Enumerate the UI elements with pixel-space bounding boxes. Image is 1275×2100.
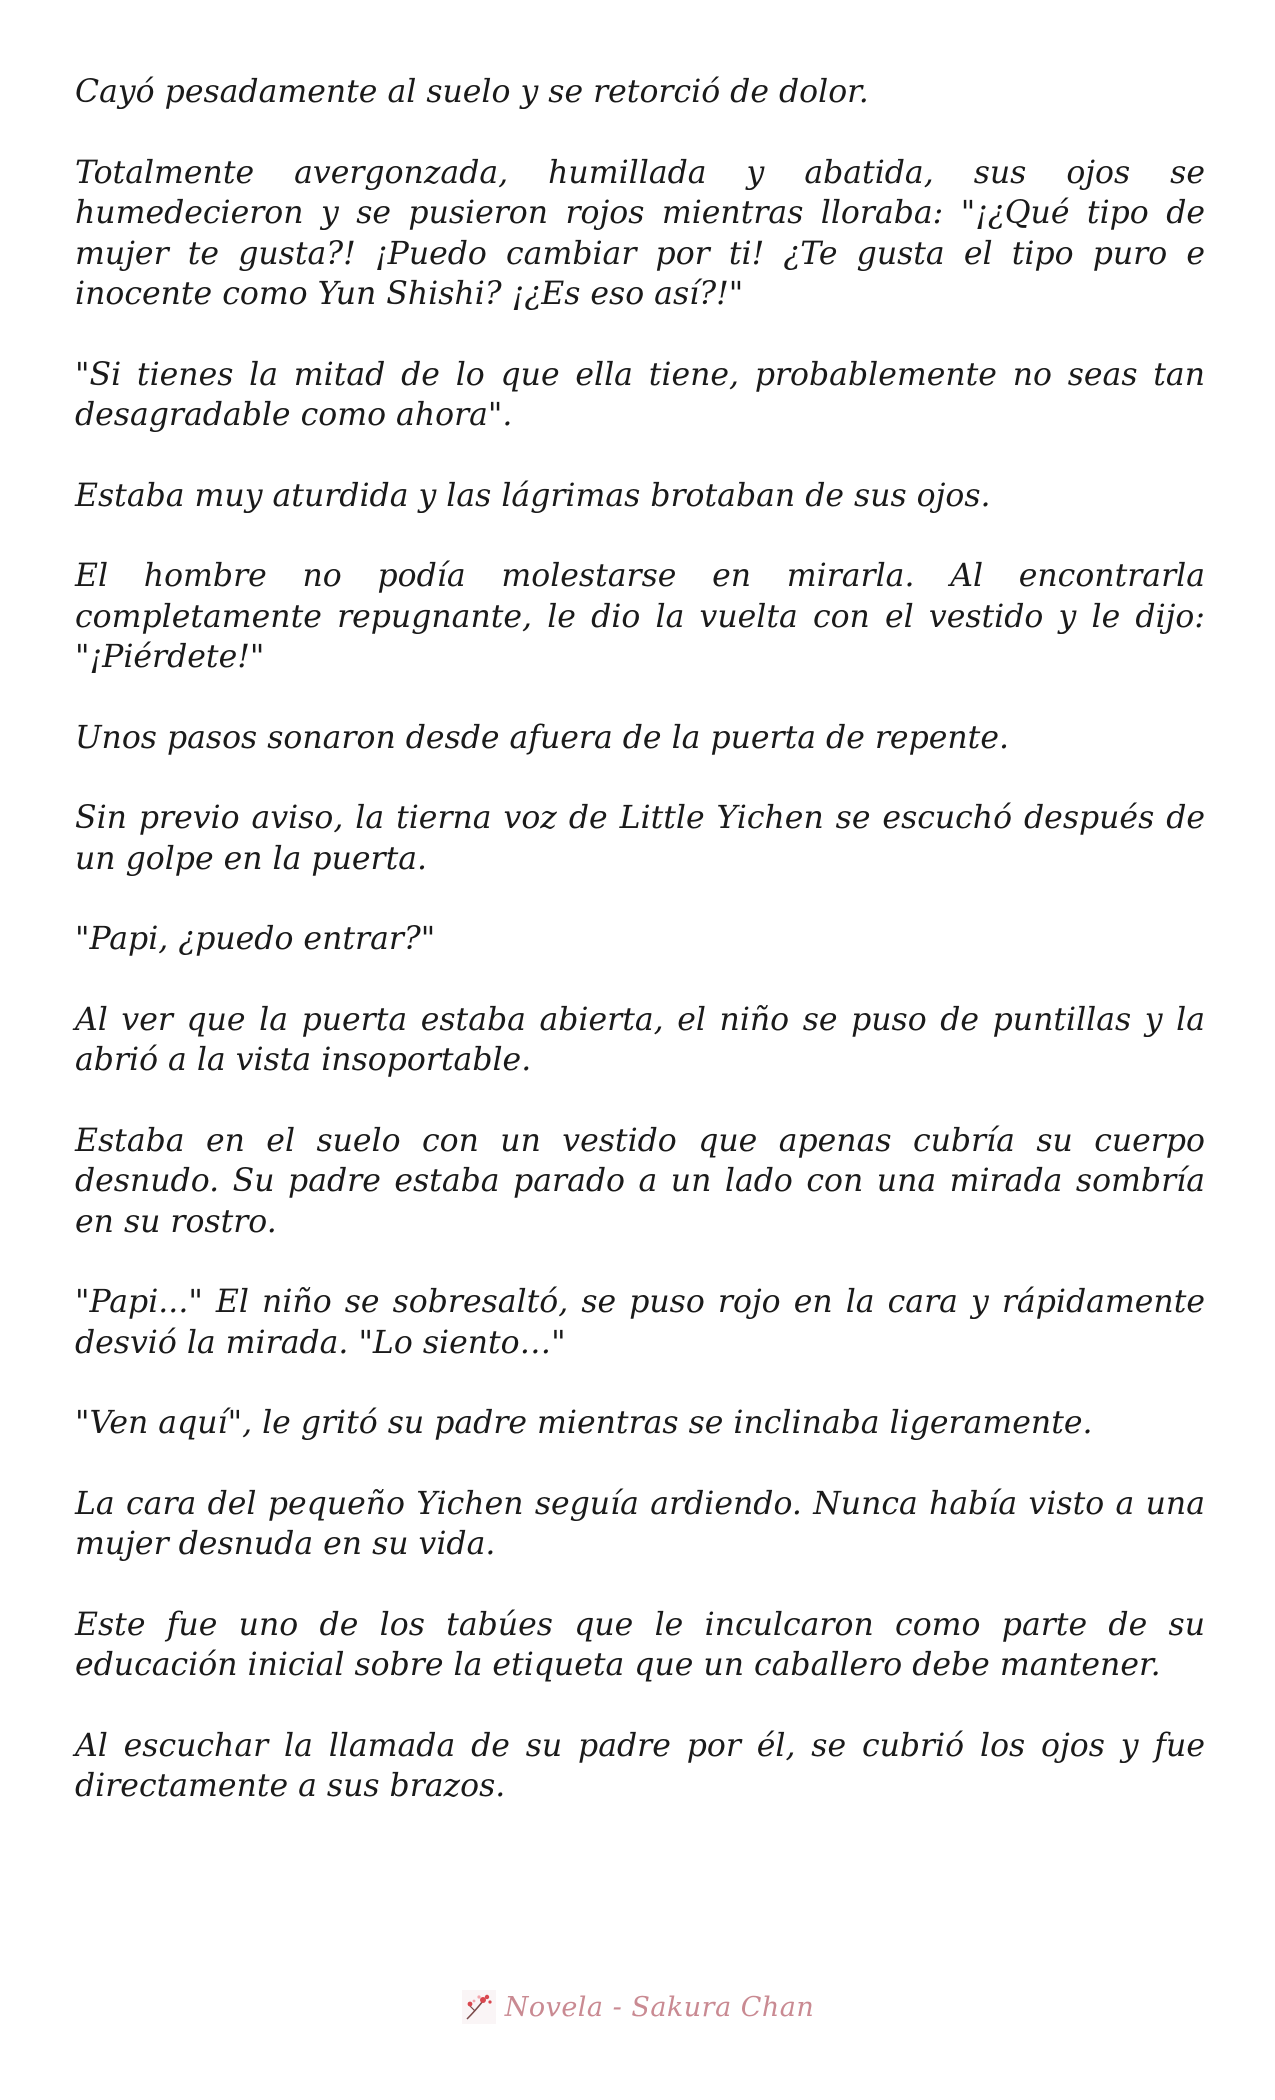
document-body: [75, 72, 1205, 1847]
sakura-flower-icon: [461, 1989, 497, 2025]
paragraph: Totalmente avergonzada, humillada y abatida, sus ojos se humedecieron y se pusieron rojos mientras lloraba: "¡¿Qué tipo de mujer te gusta?! ¡Puedo cambiar por ti! ¿Te gusta el tipo puro e inocente como Yun Shishi? ¡¿Es eso así?!": [75, 154, 1205, 312]
paragraph: Sin previo aviso, la tierna voz de Little Yichen se escuchó después de un golpe en la puerta.: [75, 800, 1205, 877]
paragraph: "Papi..." El niño se sobresaltó, se puso rojo en la cara y rápidamente desvió la mirada. "Lo siento…": [75, 1284, 1205, 1361]
paragraph: Estaba muy aturdida y las lágrimas brotaban de sus ojos.: [75, 477, 991, 514]
paragraph: "Papi, ¿puedo entrar?": [75, 921, 436, 957]
paragraph: Estaba en el suelo con un vestido que apenas cubría su cuerpo desnudo. Su padre estaba parado a un lado con una mirada sombría en su rostro.: [75, 1122, 1205, 1240]
paragraph: Este fue uno de los tabúes que le inculcaron como parte de su educación inicial sobre la etiqueta que un caballero debe mantener.: [75, 1606, 1205, 1683]
watermark-text: Novela - Sakura Chan: [504, 1991, 815, 2023]
paragraph: "Ven aquí", le gritó su padre mientras se inclinaba ligeramente.: [75, 1405, 1093, 1441]
paragraph: La cara del pequeño Yichen seguía ardiendo. Nunca había visto a una mujer desnuda en su vida.: [75, 1485, 1205, 1562]
watermark-group: [461, 1989, 815, 2025]
paragraph: Cayó pesadamente al suelo y se retorció de dolor.: [75, 74, 869, 110]
paragraph: El hombre no podía molestarse en mirarla. Al encontrarla completamente repugnante, le dio la vuelta con el vestido y le dijo: "¡Piérdete!": [75, 558, 1205, 675]
paragraph: Al escuchar la llamada de su padre por él, se cubrió los ojos y fue directamente a sus brazos.: [75, 1727, 1205, 1804]
paragraph: Al ver que la puerta estaba abierta, el niño se puso de puntillas y la abrió a la vista insoportable.: [75, 1001, 1205, 1078]
paragraph: Unos pasos sonaron desde afuera de la puerta de repente.: [75, 719, 1009, 756]
footer-watermark: [0, 1985, 1275, 2029]
paragraph: "Si tienes la mitad de lo que ella tiene, probablemente no seas tan desagradable como ahora".: [75, 356, 1205, 433]
